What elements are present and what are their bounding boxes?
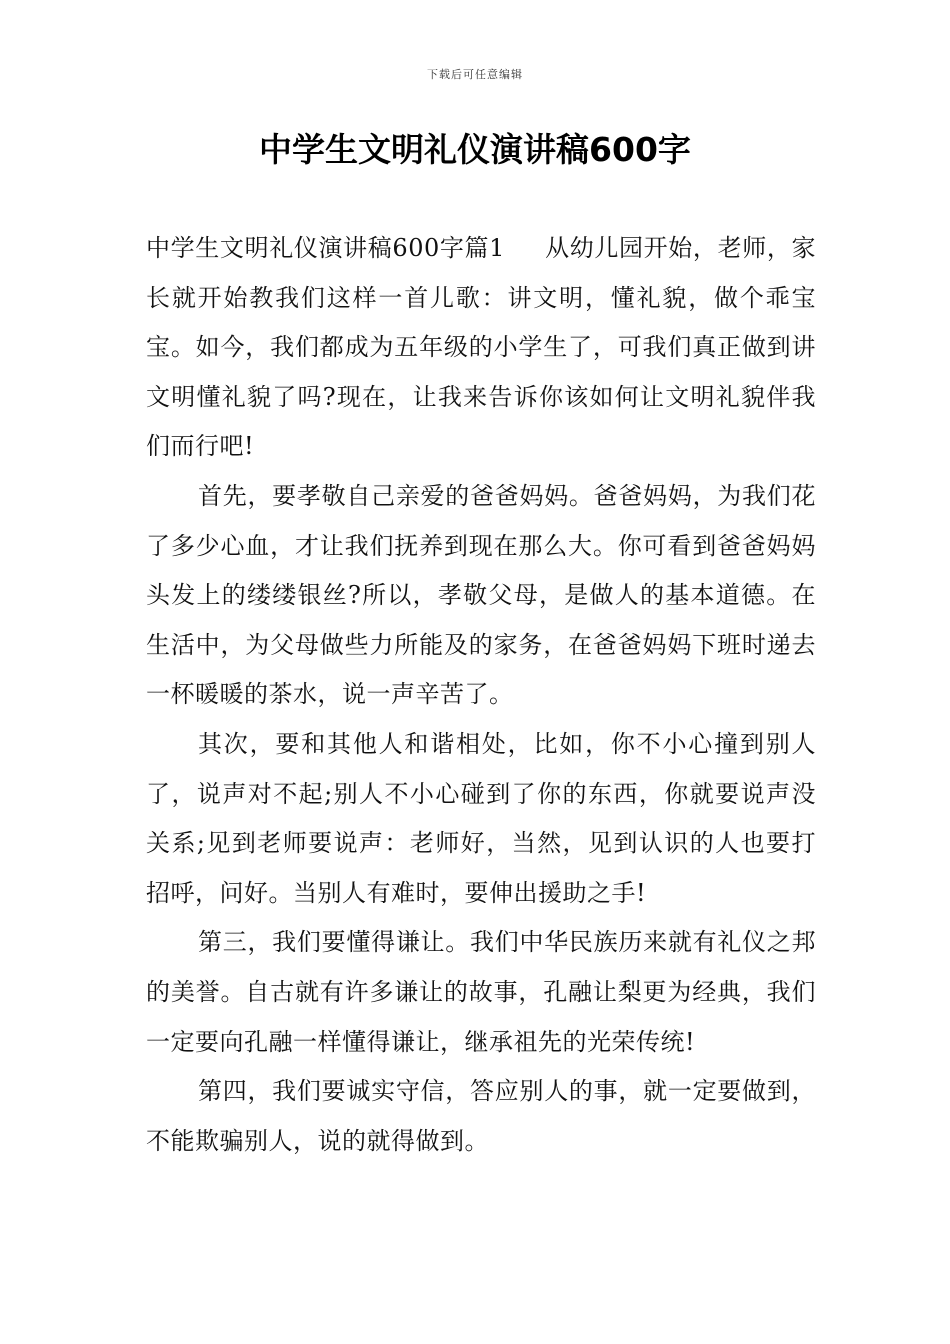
paragraph-3: 其次，要和其他人和谐相处，比如，你不小心撞到别人了，说声对不起;别人不小心碰到了你的东西，你就要说声没关系;见到老师要说声：老师好，当然，见到认识的人也要打招呼，问好。当别人有难时，要伸出援助之手! (146, 729, 816, 907)
paragraph-2: 首先，要孝敬自己亲爱的爸爸妈妈。爸爸妈妈，为我们花了多少心血，才让我们抚养到现在那么大。你可看到爸爸妈妈头发上的缕缕银丝?所以，孝敬父母，是做人的基本道德。在生活中，为父母做些力所能及的家务，在爸爸妈妈下班时递去一杯暖暖的茶水，说一声辛苦了。 (146, 481, 816, 709)
paragraph-5: 第四，我们要诚实守信，答应别人的事，就一定要做到，不能欺骗别人，说的就得做到。 (146, 1077, 816, 1155)
paragraph-1 (146, 224, 816, 472)
document-body (146, 224, 816, 1166)
paragraph-1-text: 从幼儿园开始，老师，家长就开始教我们这样一首儿歌：讲文明，懂礼貌，做个乖宝宝。如今，我们都成为五年级的小学生了，可我们真正做到讲文明懂礼貌了吗?现在，让我来告诉你该如何让文明礼貌伴我们而行吧! (146, 234, 817, 461)
section-heading: 中学生文明礼仪演讲稿600字篇1 (146, 234, 505, 262)
document-title: 中学生文明礼仪演讲稿600字 (259, 130, 691, 169)
header-note: 下载后可任意编辑 (427, 68, 523, 81)
paragraph-4: 第三，我们要懂得谦让。我们中华民族历来就有礼仪之邦的美誉。自古就有许多谦让的故事，孔融让梨更为经典，我们一定要向孔融一样懂得谦让，继承祖先的光荣传统! (146, 928, 816, 1056)
